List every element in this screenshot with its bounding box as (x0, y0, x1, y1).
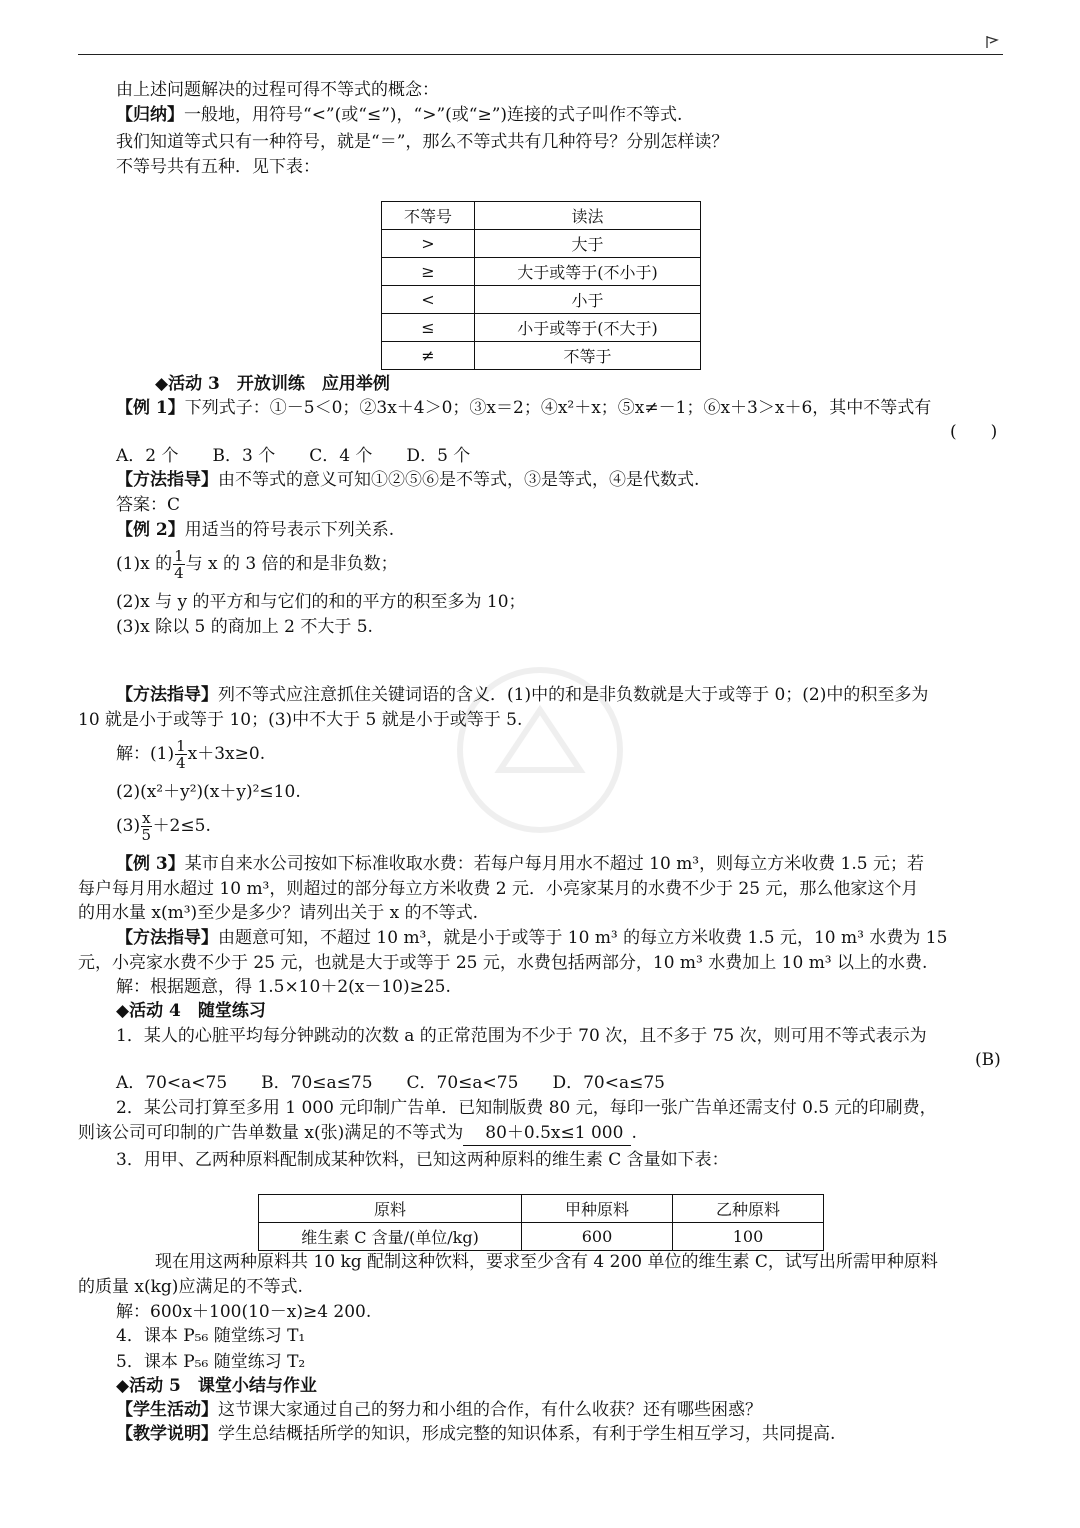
practice-3-solution: 解：600x＋100(10－x)≥4 200. (116, 1302, 372, 1322)
table-row (382, 202, 701, 230)
table-row (259, 1223, 824, 1251)
table-cell: 小于 (475, 286, 701, 314)
guide-tag: 【方法指导】 (116, 470, 218, 490)
activity-3-heading: ◆活动 3 开放训练 应用举例 (155, 374, 390, 394)
corner-flag-icon (985, 34, 1003, 50)
example-3-tag: 【例 3】 (116, 854, 185, 874)
solution-text-a: (3) (116, 816, 141, 836)
practice-4: 4．课本 P₅₆ 随堂练习 T₁ (116, 1326, 306, 1346)
table-cell: 大于 (475, 230, 701, 258)
guide-tag: 【方法指导】 (116, 928, 218, 948)
example-3-guide-1 (116, 926, 947, 950)
intro-line-1: 由上述问题解决的过程可得不等式的概念： (116, 80, 439, 100)
intro-line-3: 我们知道等式只有一种符号，就是“＝”，那么不等式共有几种符号？分别怎样读？ (116, 132, 729, 152)
example-2-guide-2: 10 就是小于或等于 10；(3)中不大于 5 就是小于或等于 5. (78, 710, 523, 730)
fraction-denominator: 5 (141, 826, 152, 844)
table-header: 原料 (259, 1195, 522, 1223)
summary-tag: 【归纳】 (116, 105, 184, 125)
table-cell: < (382, 286, 475, 314)
example-1-tag: 【例 1】 (116, 398, 185, 418)
example-3-line-2: 每户每月用水超过 10 m³，则超过的部分每立方米收费 2 元．小亮家某月的水费不少于 25 元，那么他家这个月 (78, 879, 919, 899)
example-2-line (116, 518, 394, 542)
table-cell: 大于或等于(不小于) (475, 258, 701, 286)
table-header: 乙种原料 (673, 1195, 824, 1223)
watermark-logo (440, 650, 640, 850)
practice-2-text: 则该公司可印制的广告单数量 x(张)满足的不等式为 (78, 1123, 464, 1143)
example-2-q1 (116, 548, 398, 581)
fraction-numerator: 1 (174, 547, 184, 565)
table-cell: 100 (673, 1223, 824, 1251)
activity-4-heading: ◆活动 4 随堂练习 (116, 1001, 266, 1021)
solution-text-a: 解：(1) (116, 744, 175, 764)
practice-5: 5．课本 P₅₆ 随堂练习 T₂ (116, 1352, 306, 1372)
practice-2-end: . (631, 1123, 637, 1143)
table-cell: > (382, 230, 475, 258)
student-activity (116, 1398, 762, 1422)
example-2-text: 用适当的符号表示下列关系. (184, 520, 395, 540)
table-header: 不等号 (382, 202, 475, 230)
guide-text: 由题意可知，不超过 10 m³，就是小于或等于 10 m³ 的每立方米收费 1.5 元，10 m³ 水费为 15 (218, 928, 948, 948)
example-3-line-3: 的用水量 x(m³)至少是多少？请列出关于 x 的不等式. (78, 903, 478, 923)
header-rule (78, 54, 1003, 55)
practice-1-answer: (B) (975, 1050, 1001, 1070)
fraction-denominator: 4 (174, 564, 184, 582)
fraction-numerator: 1 (176, 737, 186, 755)
teaching-note-text: 学生总结概括所学的知识，形成完整的知识体系，有利于学生相互学习，共同提高. (218, 1424, 836, 1444)
inequality-table (381, 201, 701, 370)
fraction (173, 548, 185, 581)
practice-2-line-2 (78, 1121, 637, 1146)
example-1-text: 下列式子：①－5＜0；②3x＋4＞0；③x＝2；④x²＋x；⑤x≠－1；⑥x＋3＞x＋6，其中不等式有 (184, 398, 932, 418)
example-3-guide-2: 元，小亮家水费不少于 25 元，也就是大于或等于 25 元，水费包括两部分，10 m³ 水费加上 10 m³ 以上的水费. (78, 953, 928, 973)
summary-text: 一般地，用符号“<”(或“≤”)，“>”(或“≥”)连接的式子叫作不等式. (184, 105, 683, 125)
student-activity-text: 这节课大家通过自己的努力和小组的合作，有什么收获？还有哪些困惑？ (218, 1400, 762, 1420)
student-activity-tag: 【学生活动】 (116, 1400, 218, 1420)
table-row (382, 286, 701, 314)
example-2-tag: 【例 2】 (116, 520, 185, 540)
fraction (175, 738, 187, 771)
fraction (141, 810, 151, 843)
table-cell: 小于或等于(不大于) (475, 314, 701, 342)
example-3-solution: 解：根据题意，得 1.5×10＋2(x－10)≥25. (116, 977, 451, 997)
example-2-q3: (3)x 除以 5 的商加上 2 不大于 5. (116, 617, 373, 637)
fraction-numerator: x (142, 809, 151, 827)
example-1-paren: ( ) (950, 422, 998, 442)
example-2-guide-1 (116, 683, 928, 707)
table-row (382, 230, 701, 258)
guide-text: 列不等式应注意抓住关键词语的含义．(1)中的和是非负数就是大于或等于 0；(2)中的积至多为 (218, 685, 929, 705)
intro-line-4: 不等号共有五种．见下表： (116, 157, 320, 177)
teaching-note (116, 1422, 835, 1446)
table-cell: 维生素 C 含量/(单位/kg) (259, 1223, 522, 1251)
table-cell: ≤ (382, 314, 475, 342)
teaching-note-tag: 【教学说明】 (116, 1424, 218, 1444)
example-1-options: A．2 个 B．3 个 C．4 个 D．5 个 (116, 446, 471, 466)
practice-1-options: A．70<a<75 B．70≤a≤75 C．70≤a<75 D．70<a≤75 (116, 1073, 665, 1093)
table-header: 甲种原料 (522, 1195, 673, 1223)
practice-3: 3．用甲、乙两种原料配制成某种饮料，已知这两种原料的维生素 C 含量如下表： (116, 1150, 729, 1170)
example-3-text: 某市自来水公司按如下标准收取水费：若每户每月用水不超过 10 m³，则每立方米收费 1.5 元；若 (184, 854, 924, 874)
q1-text-b: 与 x 的 3 倍的和是非负数； (185, 554, 398, 574)
example-1-line (116, 396, 931, 420)
table-cell: 不等于 (475, 342, 701, 370)
table-row (382, 258, 701, 286)
practice-3-line-3: 的质量 x(kg)应满足的不等式. (78, 1277, 303, 1297)
activity-5-heading: ◆活动 5 课堂小结与作业 (116, 1376, 317, 1396)
practice-2-line-1: 2．某公司打算至多用 1 000 元印制广告单．已知制版费 80 元，每印一张广告单还需支付 0.5 元的印刷费， (116, 1098, 937, 1118)
example-2-q2: (2)x 与 y 的平方和与它们的和的平方的积至多为 10； (116, 592, 526, 612)
q1-text-a: (1)x 的 (116, 554, 173, 574)
table-row (382, 314, 701, 342)
table-cell: 600 (522, 1223, 673, 1251)
practice-1: 1．某人的心脏平均每分钟跳动的次数 a 的正常范围为不少于 70 次，且不多于 75 次，则可用不等式表示为 (116, 1026, 927, 1046)
table-row (382, 342, 701, 370)
example-2-solution-3 (116, 810, 211, 843)
example-1-guide (116, 468, 699, 492)
practice-3-line-2: 现在用这两种原料共 10 kg 配制这种饮料，要求至少含有 4 200 单位的维生素 C，试写出所需甲种原料 (155, 1252, 938, 1272)
fraction-denominator: 4 (176, 754, 186, 772)
table-row (259, 1195, 824, 1223)
example-3-line-1 (116, 852, 924, 876)
table-cell: ≠ (382, 342, 475, 370)
solution-text-b: x＋3x≥0. (187, 744, 266, 764)
vitamin-table (258, 1194, 824, 1251)
guide-text: 由不等式的意义可知①②⑤⑥是不等式，③是等式，④是代数式. (218, 470, 700, 490)
table-header: 读法 (475, 202, 701, 230)
example-2-solution-1 (116, 738, 265, 771)
answer-blank: 80＋0.5x≤1 000 (463, 1121, 631, 1146)
example-1-answer: 答案：C (116, 495, 181, 515)
intro-line-2 (116, 103, 682, 127)
example-2-solution-2: (2)(x²＋y²)(x＋y)²≤10. (116, 782, 301, 802)
guide-tag: 【方法指导】 (116, 685, 218, 705)
solution-text-b: ＋2≤5. (152, 816, 211, 836)
table-cell: ≥ (382, 258, 475, 286)
